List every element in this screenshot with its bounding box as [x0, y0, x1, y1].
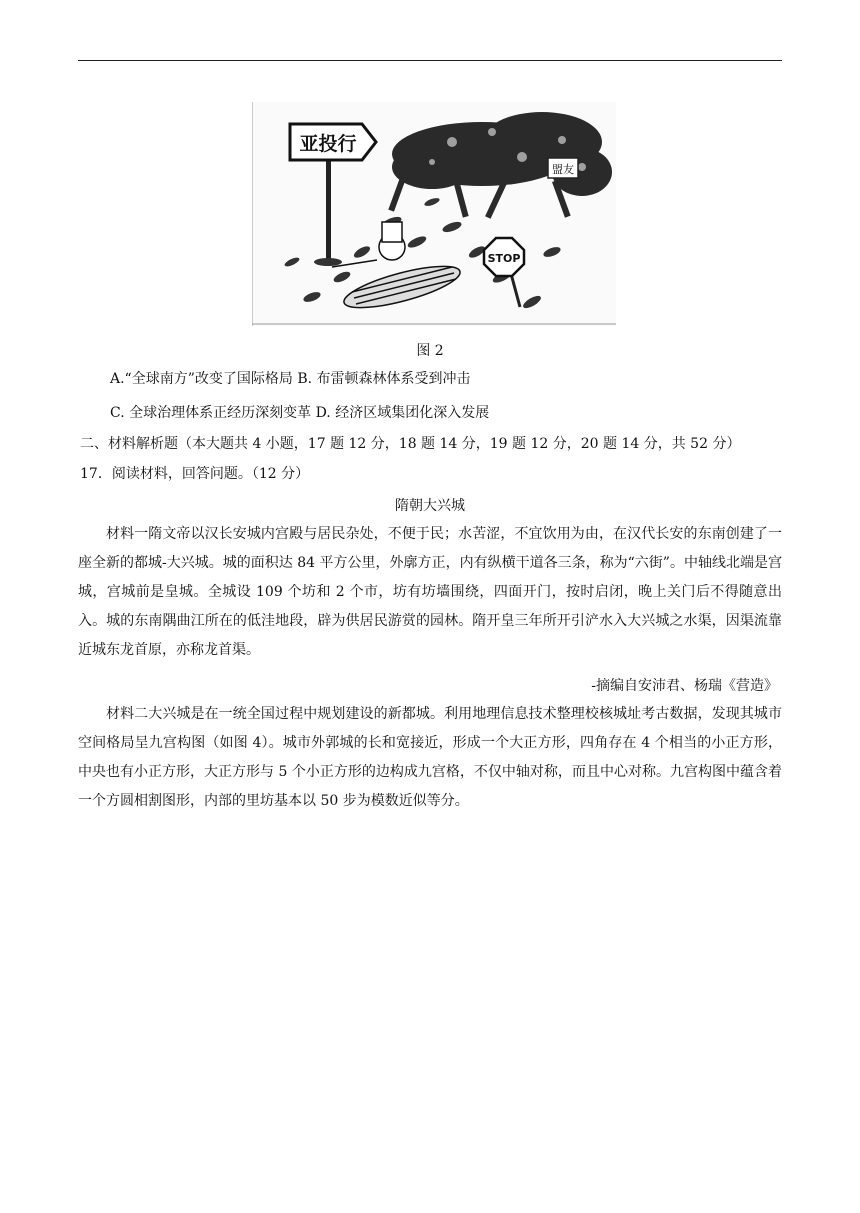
cartoon-figure — [252, 102, 616, 326]
flag-label: 盟友 — [552, 163, 574, 176]
signpost-label: 亚投行 — [299, 133, 357, 155]
material-source: -摘编自安沛君、杨瑞《营造》 — [591, 678, 778, 694]
options-line-2: C. 全球治理体系正经历深刻变革 D. 经济区域集团化深入发展 — [110, 405, 490, 421]
section-heading: 二、材料解析题（本大题共 4 小题，17 题 12 分，18 题 14 分，19 题 12 分，20 题 14 分，共 52 分） — [80, 436, 741, 452]
material-title: 隋朝大兴城 — [395, 498, 465, 514]
stop-sign-label: STOP — [487, 252, 521, 265]
material-two-paragraph: 材料二大兴城是在一统全国过程中规划建设的新都城。利用地理信息技术整理校核城址考古数据，发现其城市空间格局呈九宫构图（如图 4）。城市外郭城的长和宽接近，形成一个大正方形，四角存在 4 个相当的小正方形，中央也有小正方形，大正方形与 5 个小正方形的边构成九宫格，不仅中轴对称，而且中心对称。九宫构图中蕴含着一个方圆相割图形，内部的里坊基本以 50 步为模数近似等分。 — [78, 706, 782, 809]
options-line-1: A.“全球南方”改变了国际格局 B. 布雷顿森林体系受到冲击 — [110, 371, 471, 387]
material-one-paragraph: 材料一隋文帝以汉长安城内宫殿与居民杂处，不便于民；水苦涩，不宜饮用为由，在汉代长安的东南创建了一座全新的都城-大兴城。城的面积达 84 平方公里，外廓方正，内有纵横干道各三条，称为“六街”。中轴线北端是宫城，宫城前是皇城。全城设 109 个坊和 2 个市，坊有坊墙围绕，四面开门，按时启闭，晚上关门后不得随意出入。城的东南隅曲江所在的低洼地段，辟为供居民游赏的园林。隋开皇三年所开引浐水入大兴城之水渠，因渠流靠近城东龙首原，亦称龙首渠。 — [78, 526, 782, 658]
question-prompt: 17．阅读材料，回答问题。（12 分） — [80, 466, 310, 482]
header-rule — [78, 60, 782, 61]
figure-caption: 图 2 — [416, 343, 444, 359]
